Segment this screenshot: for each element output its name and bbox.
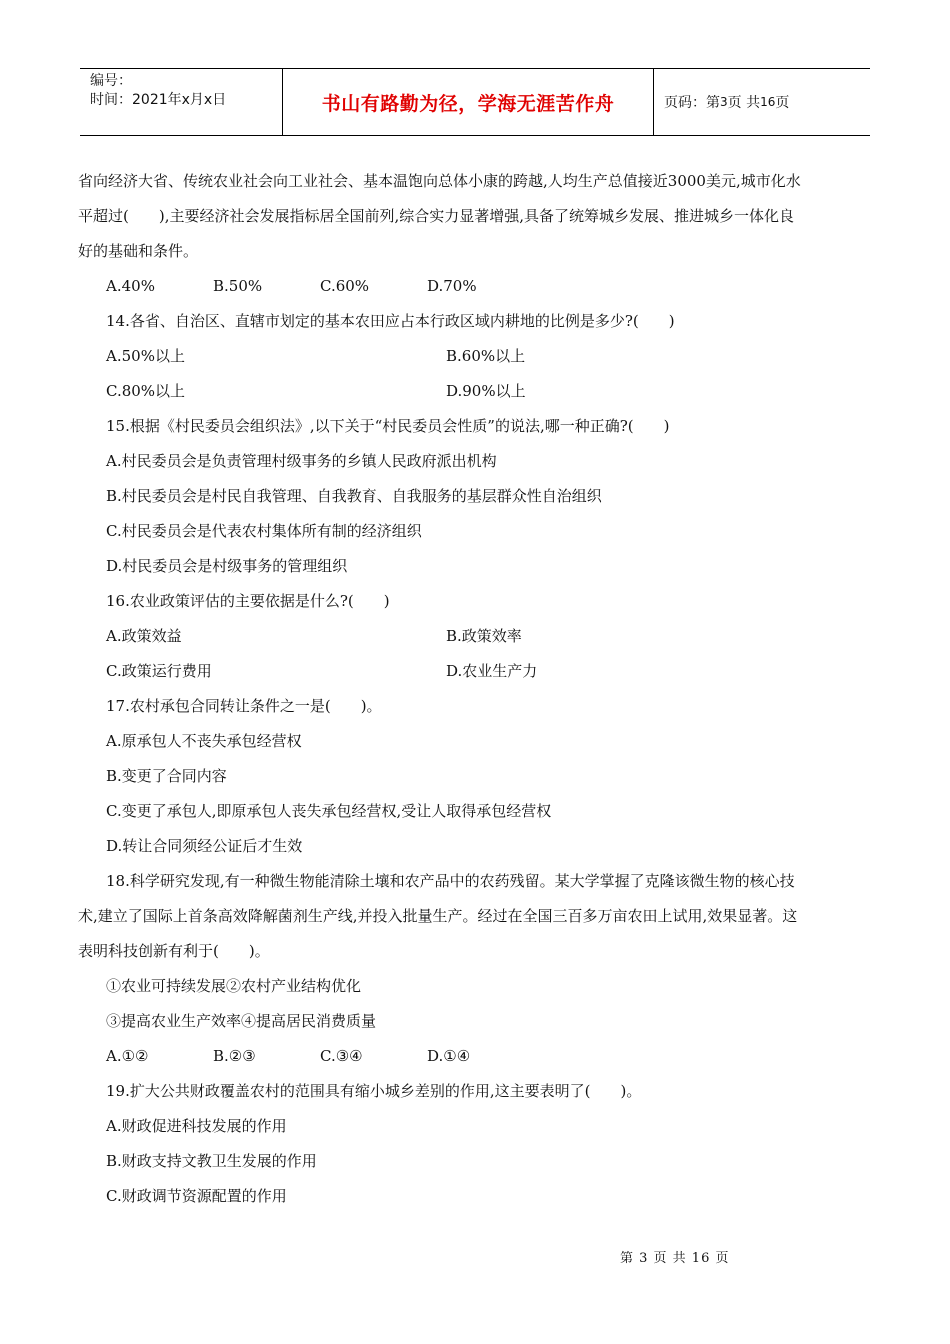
intro-line: 好的基础和条件。 xyxy=(78,242,199,260)
question-15-stem: 15.根据《村民委员会组织法》,以下关于“村民委员会性质”的说法,哪一种正确?( ) xyxy=(106,417,670,435)
option: D.①④ xyxy=(427,1047,471,1065)
option: A.政策效益 xyxy=(106,627,182,645)
question-16-options-row xyxy=(78,654,880,689)
time-label: 时间：2021年x月x日 xyxy=(90,92,227,108)
option: C.政策运行费用 xyxy=(106,662,212,680)
page-label-prefix: 页码：第 xyxy=(664,95,720,111)
option: A.财政促进科技发展的作用 xyxy=(106,1117,287,1135)
question-18-item: ①农业可持续发展②农村产业结构优化 xyxy=(106,977,362,995)
option: C.村民委员会是代表农村集体所有制的经济组织 xyxy=(106,522,422,540)
question-14-stem: 14.各省、自治区、直辖市划定的基本农田应占本行政区域内耕地的比例是多少?( ) xyxy=(106,312,675,330)
intro-line: 平超过( ),主要经济社会发展指标居全国前列,综合实力显著增强,具备了统筹城乡发展、推进城乡一体化良 xyxy=(78,207,795,225)
option: B.②③ xyxy=(213,1047,256,1065)
option: C.80%以上 xyxy=(106,382,186,400)
option: B.50% xyxy=(213,277,263,295)
option: D.村民委员会是村级事务的管理组织 xyxy=(106,557,348,575)
question-16-stem: 16.农业政策评估的主要依据是什么?( ) xyxy=(106,592,390,610)
option: A.40% xyxy=(106,277,155,295)
option: B.财政支持文教卫生发展的作用 xyxy=(106,1152,317,1170)
question-18-line: 18.科学研究发现,有一种微生物能清除土壤和农产品中的农药残留。某大学掌握了克隆该微生物的核心技 xyxy=(106,872,795,890)
code-label: 编号： xyxy=(90,73,132,89)
question-17-stem: 17.农村承包合同转让条件之一是( )。 xyxy=(106,697,382,715)
option: C.60% xyxy=(320,277,370,295)
option: A.①② xyxy=(106,1047,149,1065)
option: D.70% xyxy=(427,277,477,295)
question-19-stem: 19.扩大公共财政覆盖农村的范围具有缩小城乡差别的作用,这主要表明了( )。 xyxy=(106,1082,642,1100)
option: B.政策效率 xyxy=(446,627,522,645)
option: B.村民委员会是村民自我管理、自我教育、自我服务的基层群众性自治组织 xyxy=(106,487,602,505)
option: A.原承包人不丧失承包经营权 xyxy=(106,732,302,750)
question-18-options xyxy=(78,1039,880,1074)
page-header xyxy=(80,68,870,136)
page-footer: 第 3 页 共 16 页 xyxy=(620,1251,730,1266)
option: D.90%以上 xyxy=(446,382,526,400)
page-label-suffix: 页 xyxy=(775,95,790,111)
question-14-options-row xyxy=(78,339,880,374)
option: D.转让合同须经公证后才生效 xyxy=(106,837,303,855)
question-18-line: 表明科技创新有利于( )。 xyxy=(78,942,270,960)
question-18-line: 术,建立了国际上首条高效降解菌剂生产线,并投入批量生产。经过在全国三百多万亩农田上试用,效果显著。这 xyxy=(78,907,798,925)
question-14-options-row xyxy=(78,374,880,409)
header-motto: 书山有路勤为径，学海无涯苦作舟 xyxy=(282,69,654,135)
intro-options xyxy=(78,269,880,304)
option: B.变更了合同内容 xyxy=(106,767,227,785)
option: C.财政调节资源配置的作用 xyxy=(106,1187,287,1205)
question-18-item: ③提高农业生产效率④提高居民消费质量 xyxy=(106,1012,377,1030)
option: A.50%以上 xyxy=(106,347,185,365)
option: B.60%以上 xyxy=(446,347,526,365)
option: D.农业生产力 xyxy=(446,662,538,680)
intro-line: 省向经济大省、传统农业社会向工业社会、基本温饱向总体小康的跨越,人均生产总值接近3000美元,城市化水 xyxy=(78,172,801,190)
page-label-mid: 页 共 xyxy=(727,95,761,111)
option: A.村民委员会是负责管理村级事务的乡镇人民政府派出机构 xyxy=(106,452,497,470)
document-body xyxy=(78,164,880,1214)
question-16-options-row xyxy=(78,619,880,654)
page-total: 16 xyxy=(760,95,776,109)
option: C.变更了承包人,即原承包人丧失承包经营权,受让人取得承包经营权 xyxy=(106,802,552,820)
page-current: 3 xyxy=(720,95,728,109)
header-page-number xyxy=(654,69,870,135)
option: C.③④ xyxy=(320,1047,363,1065)
header-meta xyxy=(80,69,282,135)
